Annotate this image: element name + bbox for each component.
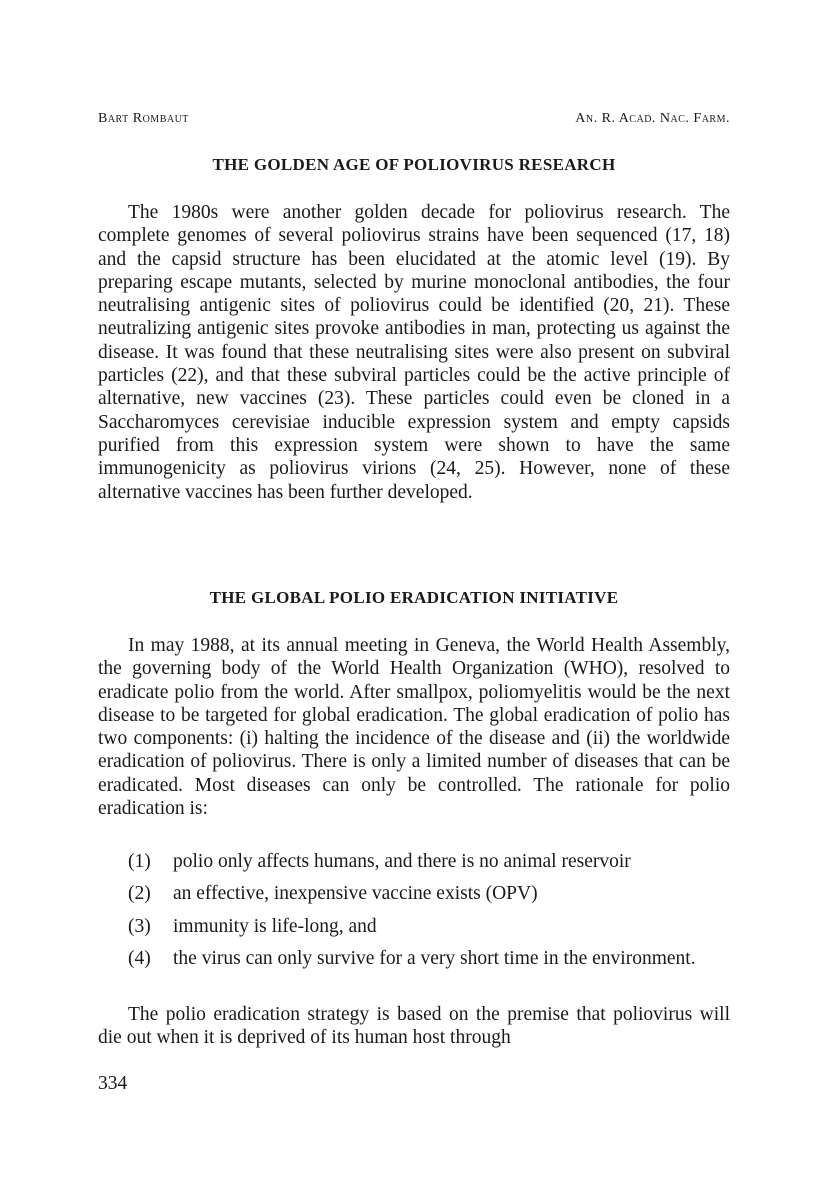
list-item-text: the virus can only survive for a very short time in the environment. — [173, 947, 696, 969]
section-title-golden-age: THE GOLDEN AGE OF POLIOVIRUS RESEARCH — [212, 155, 616, 174]
list-marker: (2) — [128, 883, 151, 905]
paragraph-golden-age: The 1980s were another golden decade for poliovirus research. The complete genomes of several poliovirus strains have been sequenced (17, 18) and the capsid structure has been elucidated at the atomic level (19). By preparing escape mutants, selected by murine monoclonal antibodies, the four neutralising antigenic sites of poliovirus could be identified (20, 21). These neutralizing antigenic sites provoke antibodies in man, protecting us against the disease. It was found that these neutralising sites were also present on subviral particles (22), and that these subviral particles could be the active principle of alternative, new vaccines (23). These particles could even be cloned in a Saccharomyces cerevisiae inducible expression system and empty capsids purified from this expression system were shown to have the same immunogenicity as poliovirus virions (24, 25). However, none of these alternative vaccines has been further developed. — [98, 202, 730, 503]
list-marker: (4) — [128, 947, 151, 969]
paragraph-eradication-strategy: The polio eradication strategy is based on the premise that poliovirus will die out when it is deprived of its human host through — [98, 1004, 730, 1049]
list-item-text: immunity is life-long, and — [173, 915, 377, 937]
rationale-list — [128, 850, 730, 979]
page-number: 334 — [98, 1073, 128, 1094]
list-item — [128, 882, 730, 905]
list-item — [128, 850, 730, 873]
list-marker: (3) — [128, 915, 151, 937]
list-item-text: an effective, inexpensive vaccine exists (OPV) — [173, 883, 538, 905]
running-head-author: Bart Rombaut — [98, 111, 189, 126]
list-marker: (1) — [128, 851, 151, 872]
list-item-text: polio only affects humans, and there is no animal reservoir — [173, 851, 631, 872]
running-head — [98, 111, 730, 131]
paragraph-eradication-intro: In may 1988, at its annual meeting in Geneva, the World Health Assembly, the governing body of the World Health Organization (WHO), resolved to eradicate polio from the world. After smallpox, poliomyelitis would be the next disease to be targeted for global eradication. The global eradication of polio has two components: (i) halting the incidence of the disease and (ii) the worldwide eradication of poliovirus. There is only a limited number of diseases that can be eradicated. Most diseases can only be controlled. The rationale for polio eradication is: — [98, 635, 730, 820]
list-item — [128, 915, 730, 938]
page — [98, 0, 730, 1200]
section-title-eradication-initiative: THE GLOBAL POLIO ERADICATION INITIATIVE — [209, 588, 619, 607]
list-item — [128, 947, 730, 970]
running-head-journal: An. R. Acad. Nac. Farm. — [575, 111, 730, 126]
